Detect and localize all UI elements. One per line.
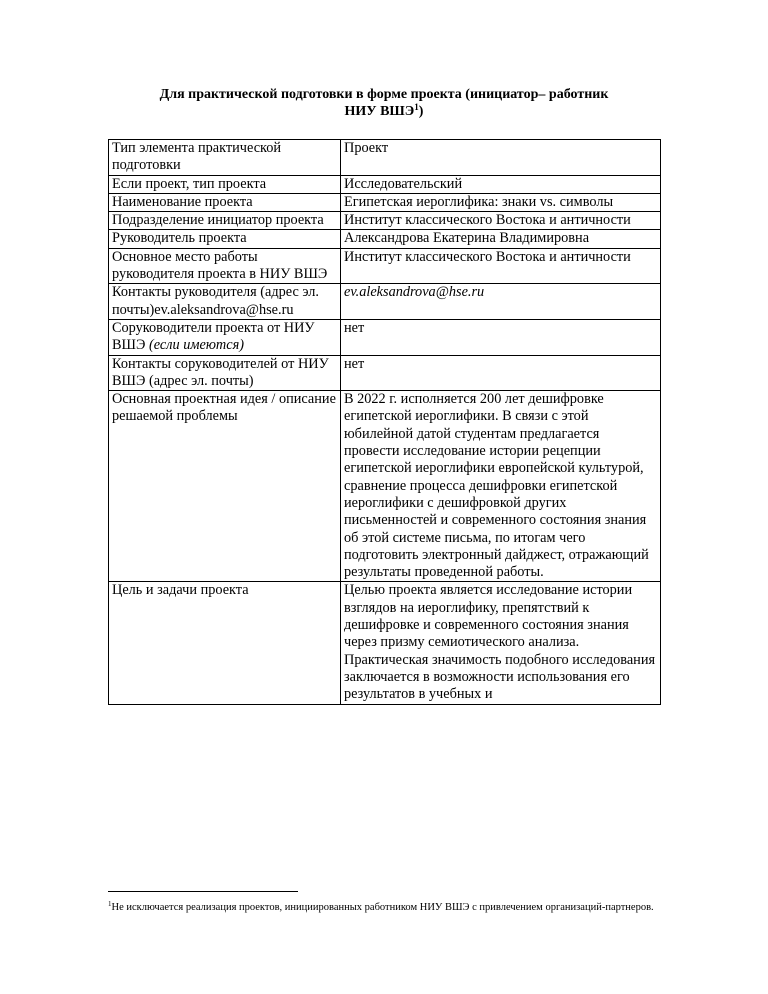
row-label-element-type: Тип элемента практической подготовки bbox=[109, 140, 341, 176]
title-line-2: НИУ ВШЭ bbox=[344, 104, 415, 119]
table-row bbox=[109, 582, 661, 704]
page-title bbox=[80, 86, 688, 120]
row-value-project-idea: В 2022 г. исполняется 200 лет дешифровке египетской иероглифики. В связи с этой юбилейной датой студентам предлагается провести исследование истории рецепции египетской иероглифики европейской культурой, сравнение процесса дешифровки египетской иероглифики с дешифровкой других письменностей и современного состояния знания об этой системе письма, по итогам чего подготовить электронный дайджест, отражающий результаты проведенной работы. bbox=[341, 391, 661, 582]
row-value-supervisor-email: ev.aleksandrova@hse.ru bbox=[341, 284, 661, 320]
row-label-department: Подразделение инициатор проекта bbox=[109, 212, 341, 230]
footnote bbox=[108, 901, 660, 914]
row-label-workplace: Основное место работы руководителя проекта в НИУ ВШЭ bbox=[109, 248, 341, 284]
row-value-supervisor: Александрова Екатерина Владимировна bbox=[341, 230, 661, 248]
row-label-project-name: Наименование проекта bbox=[109, 193, 341, 211]
row-label-co-supervisors bbox=[109, 319, 341, 355]
table-row bbox=[109, 193, 661, 211]
footnote-ref-marker: 1 bbox=[414, 102, 419, 112]
table-row bbox=[109, 230, 661, 248]
table-row bbox=[109, 248, 661, 284]
co-supervisors-label-note: (если имеются) bbox=[148, 337, 244, 354]
row-value-project-name: Египетская иероглифика: знаки vs. символы bbox=[341, 193, 661, 211]
row-value-department: Институт классического Востока и античности bbox=[341, 212, 661, 230]
table-row bbox=[109, 212, 661, 230]
row-label-supervisor-contacts: Контакты руководителя (адрес эл. почты)ev.aleksandrova@hse.ru bbox=[109, 284, 341, 320]
table-row bbox=[109, 284, 661, 320]
row-value-project-type: Исследовательский bbox=[341, 175, 661, 193]
title-close-paren: ) bbox=[418, 104, 424, 119]
footnote-number: 1 bbox=[108, 900, 112, 908]
table-row bbox=[109, 175, 661, 193]
row-label-co-supervisor-contacts: Контакты соруководителей от НИУ ВШЭ (адрес эл. почты) bbox=[109, 355, 341, 391]
row-value-goals bbox=[341, 582, 661, 704]
table-row bbox=[109, 319, 661, 355]
table-row bbox=[109, 355, 661, 391]
row-label-goals: Цель и задачи проекта bbox=[109, 582, 341, 704]
row-label-project-idea: Основная проектная идея / описание решаемой проблемы bbox=[109, 391, 341, 582]
row-value-element-type: Проект bbox=[341, 140, 661, 176]
project-info-table bbox=[108, 139, 661, 705]
footnote-text: Не исключается реализация проектов, инициированных работником НИУ ВШЭ с привлечением организаций-партнеров. bbox=[111, 902, 654, 913]
table-row bbox=[109, 391, 661, 582]
row-value-co-supervisor-contacts: нет bbox=[341, 355, 661, 391]
row-label-supervisor: Руководитель проекта bbox=[109, 230, 341, 248]
goals-paragraph-1: Целью проекта является исследование истории взглядов на иероглифику, препятствий к дешифровке и современного состояния знания через призму семиотического анализа. bbox=[344, 582, 633, 651]
co-supervisors-label-text: Соруководители проекта от НИУ ВШЭ bbox=[112, 319, 315, 354]
row-value-workplace: Институт классического Востока и античности bbox=[341, 248, 661, 284]
table-row bbox=[109, 140, 661, 176]
row-value-co-supervisors: нет bbox=[341, 319, 661, 355]
goals-paragraph-2: Практическая значимость подобного исследования заключается в возможности использования его результатов в учебных и bbox=[344, 651, 656, 703]
footnote-separator bbox=[108, 891, 298, 892]
row-label-project-type: Если проект, тип проекта bbox=[109, 175, 341, 193]
title-line-1: Для практической подготовки в форме проекта (инициатор– работник bbox=[159, 87, 609, 102]
